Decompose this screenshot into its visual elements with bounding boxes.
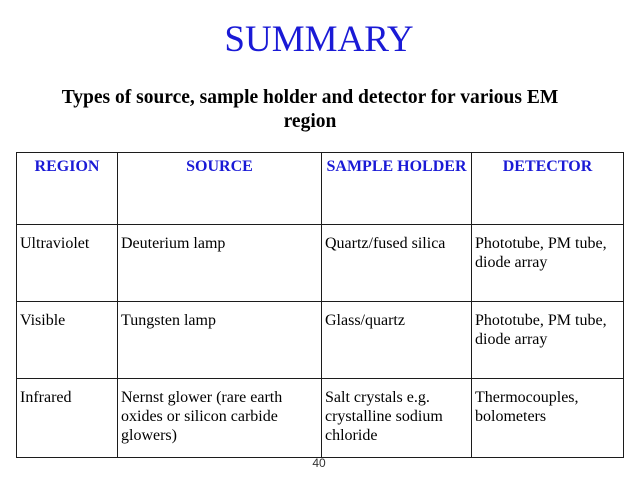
table-row	[17, 225, 624, 302]
page-number: 40	[312, 456, 326, 470]
table-row	[17, 379, 624, 458]
header-region: REGION	[17, 153, 118, 225]
cell-source: Tungsten lamp	[118, 302, 322, 379]
slide-subtitle: Types of source, sample holder and detector for various EM region	[61, 87, 559, 132]
summary-table	[16, 152, 624, 458]
header-source: SOURCE	[118, 153, 322, 225]
slide-title: SUMMARY	[224, 19, 414, 60]
header-sample-holder: SAMPLE HOLDER	[322, 153, 472, 225]
cell-detector: Phototube, PM tube, diode array	[472, 225, 624, 302]
cell-sample-holder: Glass/quartz	[322, 302, 472, 379]
header-detector: DETECTOR	[472, 153, 624, 225]
table-row	[17, 302, 624, 379]
cell-region: Visible	[17, 302, 118, 379]
cell-source: Deuterium lamp	[118, 225, 322, 302]
cell-sample-holder: Salt crystals e.g. crystalline sodium chloride	[322, 379, 472, 458]
cell-source: Nernst glower (rare earth oxides or silicon carbide glowers)	[118, 379, 322, 458]
cell-region: Ultraviolet	[17, 225, 118, 302]
cell-region: Infrared	[17, 379, 118, 458]
cell-detector: Thermocouples, bolometers	[472, 379, 624, 458]
cell-sample-holder: Quartz/fused silica	[322, 225, 472, 302]
table-header-row	[17, 153, 624, 225]
cell-detector: Phototube, PM tube, diode array	[472, 302, 624, 379]
